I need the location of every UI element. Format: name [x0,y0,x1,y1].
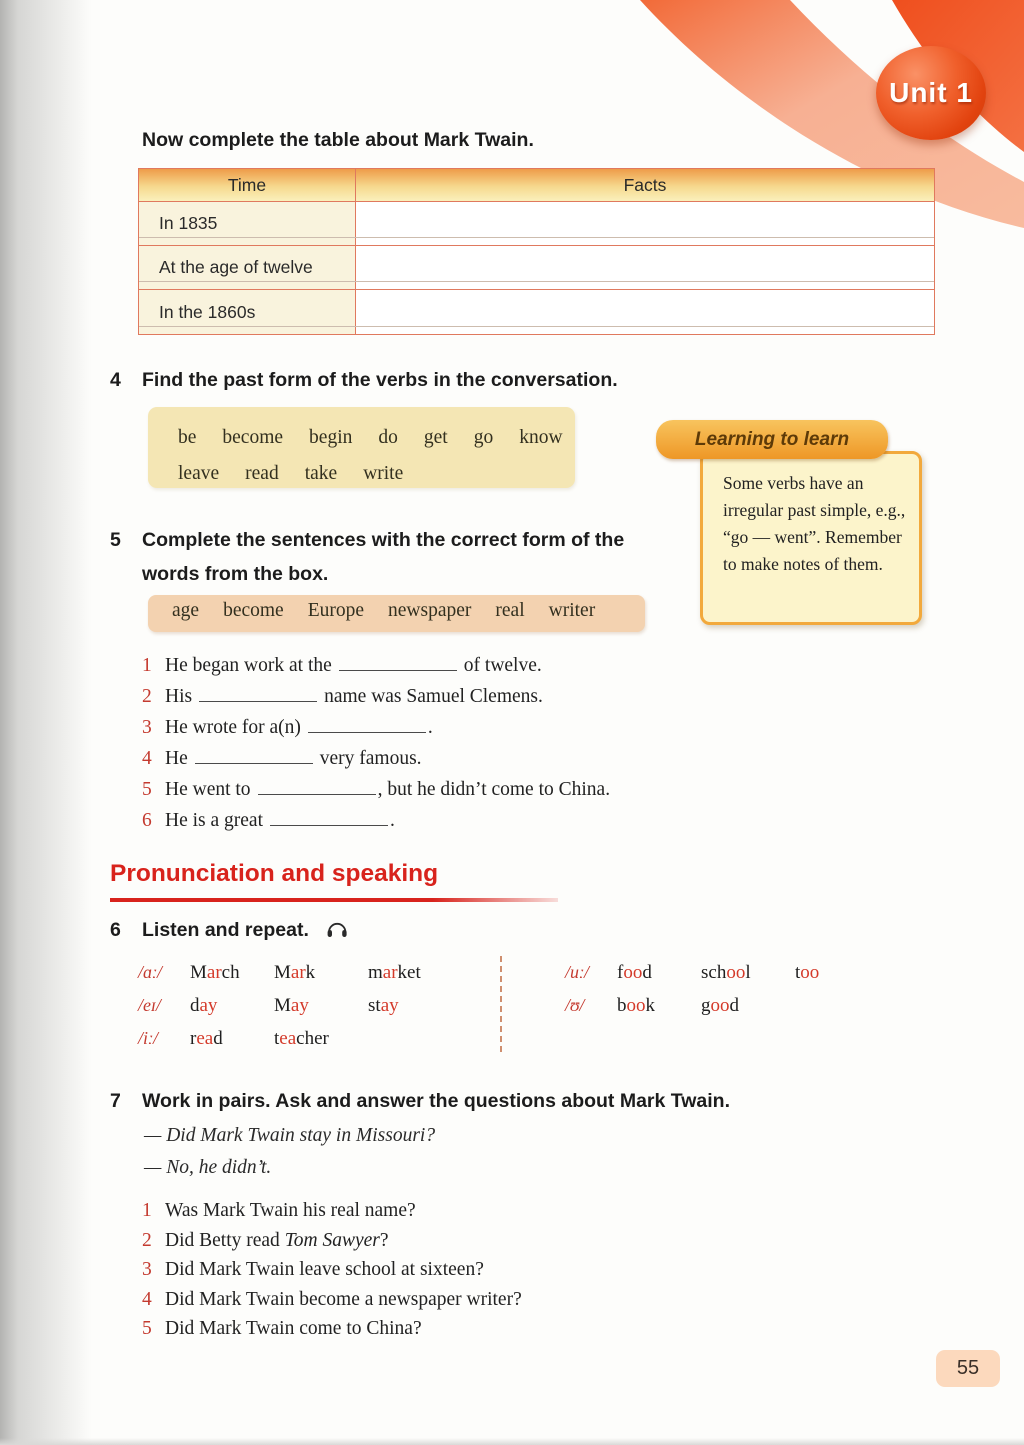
verb-word: begin [309,427,353,448]
exercise-number: 5 [110,529,121,551]
exercise4-heading [110,367,618,393]
verb-word-box [148,407,575,488]
phonetics-row [565,956,875,989]
phonetics-chart [138,956,898,1056]
phonetics-row [138,989,448,1022]
verb-box-line1 [178,420,563,456]
phonetic-symbol: /ʊ/ [565,995,585,1015]
sentence-number: 1 [142,655,152,676]
headphones-icon [325,917,349,946]
question-text: Did Mark Twain leave school at sixteen? [165,1259,484,1280]
verb-word: get [423,427,448,448]
page-number-badge [936,1350,1000,1387]
table-row [139,246,934,290]
question-number: 5 [142,1318,152,1339]
question-number: 2 [142,1229,152,1251]
phonetics-row [565,989,875,1022]
exercise-number: 4 [110,369,121,391]
sentence-number: 2 [142,686,152,707]
page-number: 55 [956,1357,980,1379]
unit-badge [876,46,986,140]
answer-blank [195,749,313,764]
phonetic-word: too [795,961,820,983]
exercise5-heading [110,523,685,591]
phonetics-divider [500,956,502,1052]
question-row [142,1285,522,1315]
sentence-number: 3 [142,717,152,738]
question-text: Did Mark Twain come to China? [165,1318,422,1339]
dialogue-line: — Did Mark Twain stay in Missouri? [144,1125,436,1146]
table-cell-facts-blank [356,290,934,334]
sentence-row [142,712,610,743]
verb-word: know [519,427,563,448]
section-heading-underline [110,898,558,902]
exercise7-questions [142,1196,522,1344]
phonetic-symbol: /iː/ [138,1028,159,1048]
exercise-heading-text: Find the past form of the verbs in the conversation. [142,369,618,391]
question-text: Did Betty read Tom Sawyer? [165,1229,389,1251]
phonetics-left-group [138,956,448,1055]
sentence-text: He very famous. [165,748,422,769]
table-cell-time: At the age of twelve [139,246,356,289]
box-word: age [172,600,200,621]
exercise-number: 7 [110,1090,121,1112]
exercise-number: 6 [110,918,121,941]
verb-word: be [178,427,197,448]
question-number: 4 [142,1288,152,1310]
question-row [142,1196,522,1226]
phonetic-word: March [190,961,240,983]
phonetic-symbol: /uː/ [565,962,590,982]
answer-blank [199,687,317,702]
box-word: newspaper [388,600,472,621]
exercise7-heading [110,1088,730,1114]
phonetic-word: stay [368,994,399,1016]
learning-to-learn-tab: Learning to learn [656,420,888,459]
sentence-row [142,681,610,712]
unit-badge-label: Unit 1 [889,77,973,108]
question-row [142,1314,522,1344]
box-word: become [223,600,284,621]
learning-to-learn-body: Some verbs have an irregular past simple, e.g., “go — went”. Remember to make notes of them. [700,451,922,625]
table-header-facts: Facts [623,174,667,195]
sentence-row [142,650,610,681]
phonetic-word: Mark [274,961,316,983]
section-heading-pronunciation: Pronunciation and speaking [110,860,439,887]
table-cell-facts-blank [356,202,934,245]
table-header-time: Time [139,169,356,201]
mark-twain-table [138,168,935,335]
question-row [142,1255,522,1285]
table-cell-time: In the 1860s [139,290,356,334]
verb-word: do [378,427,398,448]
verb-word: write [363,463,404,484]
box-word: Europe [307,600,365,621]
phonetic-word: school [701,961,751,983]
phonetic-word: read [190,1027,223,1049]
phonetic-symbol: /eɪ/ [138,995,161,1015]
phonetic-word: teacher [274,1027,329,1049]
question-text: Did Mark Twain become a newspaper writer? [165,1288,522,1310]
phonetics-right-group [565,956,875,1022]
fill-word-box [148,595,645,632]
sentence-row [142,805,610,836]
phonetic-word: market [368,961,421,983]
verb-word: go [473,427,494,448]
question-number: 3 [142,1259,152,1280]
dialogue-line: — No, he didn’t. [144,1157,272,1178]
scan-bottom-shadow [0,1438,1024,1445]
sentence-text: He began work at the of twelve. [165,655,542,676]
box-word: writer [548,600,596,621]
exercise-heading-text: Work in pairs. Ask and answer the questions about Mark Twain. [142,1090,731,1112]
example-dialogue [144,1120,435,1184]
phonetic-symbol: /ɑː/ [138,962,163,982]
sentence-number: 4 [142,748,152,769]
table-row [139,202,934,246]
sentence-number: 6 [142,810,152,831]
phonetic-word: May [274,994,309,1016]
exercise6-heading [110,915,349,944]
verb-word: take [304,463,338,484]
answer-blank [339,656,457,671]
table-row [139,290,934,334]
phonetic-word: food [617,961,652,983]
sentence-text: He is a great . [165,810,395,831]
question-number: 1 [142,1200,152,1221]
question-row [142,1226,522,1256]
phonetic-word: day [190,994,218,1016]
phonetics-row [138,956,448,989]
verb-box-line2 [178,456,559,492]
verb-word: read [245,463,279,484]
sentence-text: His name was Samuel Clemens. [165,686,543,707]
sentence-row [142,774,610,805]
intro-heading: Now complete the table about Mark Twain. [142,129,534,151]
exercise-heading-text: Complete the sentences with the correct form of the words from the box. [142,529,625,585]
sentence-number: 5 [142,779,152,800]
table-cell-time: In 1835 [139,202,356,245]
answer-blank [270,811,388,826]
phonetic-word: good [701,994,739,1016]
exercise5-sentences [142,650,610,836]
verb-word: become [222,427,284,448]
verb-word: leave [178,463,220,484]
sentence-row [142,743,610,774]
answer-blank [308,718,426,733]
answer-blank [258,780,376,795]
sentence-text: He went to , but he didn’t come to China. [165,779,611,800]
table-cell-facts-blank [356,246,934,289]
sentence-text: He wrote for a(n) . [165,717,433,738]
phonetic-word: book [617,994,655,1016]
table-header-row [139,169,934,202]
phonetics-row [138,1022,448,1055]
exercise-heading-text: Listen and repeat. [142,918,309,941]
question-text: Was Mark Twain his real name? [165,1200,416,1221]
box-word: real [495,600,525,621]
